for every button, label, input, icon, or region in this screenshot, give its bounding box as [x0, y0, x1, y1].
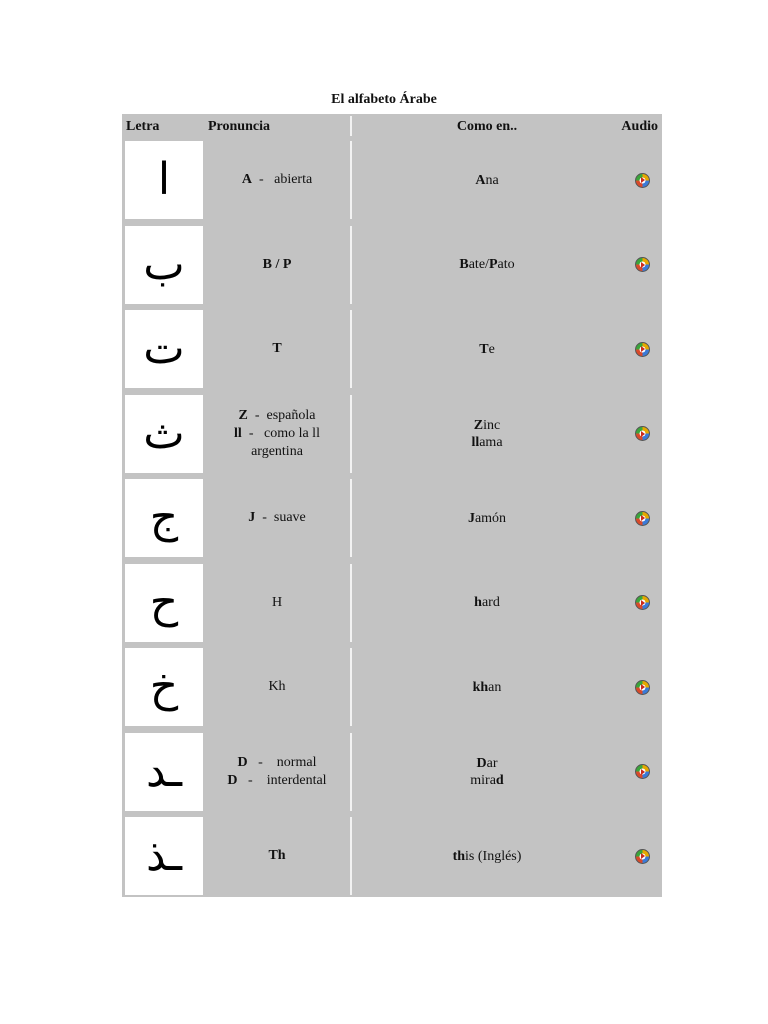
example-word-text: kh [472, 679, 489, 695]
table-row [122, 138, 662, 223]
example-word-cell [352, 307, 622, 391]
header-letra: Letra [126, 119, 160, 134]
pronunciation-text: - normal [247, 754, 317, 770]
audio-cell [622, 645, 662, 729]
example-word-text: is (Inglés) [465, 848, 522, 864]
example-word-line [474, 594, 500, 611]
audio-play-icon[interactable] [635, 680, 650, 695]
header-pronuncia: Pronuncia [208, 119, 270, 134]
pronunciation-line [227, 772, 326, 790]
table-row [122, 476, 662, 561]
arabic-letter: خ [125, 648, 203, 726]
example-word-cell [352, 138, 622, 222]
arabic-letter: ت [125, 310, 203, 388]
example-word-text: ll [471, 434, 480, 450]
pronunciation-line [234, 425, 320, 443]
audio-play-icon[interactable] [635, 173, 650, 188]
audio-play-icon[interactable] [635, 595, 650, 610]
pronunciation-text: - española [247, 407, 316, 423]
example-word-text: T [479, 341, 489, 357]
example-word-text: h [474, 595, 482, 610]
audio-play-icon[interactable] [635, 764, 650, 779]
header-audio: Audio [621, 119, 658, 134]
pronunciation-text: B / P [262, 256, 292, 272]
example-word-cell [352, 223, 622, 307]
example-word-cell [352, 561, 622, 645]
example-word-line [474, 417, 500, 434]
table-row [122, 814, 662, 899]
audio-play-icon[interactable] [635, 849, 650, 864]
pronunciation-cell [204, 645, 350, 729]
pronunciation-cell [204, 814, 350, 898]
example-word-line [470, 772, 503, 789]
audio-cell [622, 223, 662, 307]
pronunciation-cell [204, 730, 350, 814]
pronunciation-line [263, 256, 292, 274]
example-word-text: e [488, 341, 495, 357]
pronunciation-text: - abierta [251, 172, 313, 187]
pronunciation-text: T [272, 341, 282, 356]
example-word-cell [352, 645, 622, 729]
example-word-line [476, 755, 497, 772]
audio-cell [622, 814, 662, 898]
pronunciation-line [272, 594, 282, 612]
pronunciation-cell [204, 561, 350, 645]
table-body [122, 138, 662, 899]
pronunciation-line [268, 847, 285, 865]
table-row [122, 307, 662, 392]
audio-cell [622, 138, 662, 222]
example-word-text: A [475, 172, 486, 188]
example-word-text: D [476, 755, 487, 771]
pronunciation-text: J [248, 510, 256, 525]
arabic-letter: ب [125, 226, 203, 304]
example-word-text: ama [479, 434, 503, 450]
example-word-cell [352, 476, 622, 560]
pronunciation-cell [204, 307, 350, 391]
audio-cell [622, 730, 662, 814]
example-word-line [479, 341, 495, 358]
arabic-letter: ا [125, 141, 203, 219]
alphabet-table [122, 114, 662, 897]
example-word-cell [352, 392, 622, 476]
pronunciation-text: - interdental [237, 772, 327, 788]
arabic-letter: ح [125, 564, 203, 642]
page-title: El alfabeto Árabe [331, 92, 437, 107]
example-word-line [471, 434, 502, 451]
example-word-text: d [495, 772, 504, 788]
pronunciation-cell [204, 138, 350, 222]
pronunciation-line [242, 171, 312, 189]
example-word-text: ato [497, 257, 515, 272]
example-word-cell [352, 814, 622, 898]
example-word-text: ate/ [468, 257, 489, 272]
pronunciation-cell [204, 476, 350, 560]
pronunciation-text: D [237, 754, 248, 770]
arabic-letter: ـذ [125, 817, 203, 895]
example-word-line [473, 679, 502, 696]
pronunciation-text: Kh [268, 679, 286, 694]
pronunciation-line [268, 678, 285, 696]
pronunciation-text: - suave [255, 510, 306, 525]
example-word-cell [352, 730, 622, 814]
pronunciation-cell [204, 392, 350, 476]
example-word-text: na [485, 172, 499, 188]
example-word-text: J [467, 510, 475, 526]
audio-play-icon[interactable] [635, 426, 650, 441]
pronunciation-cell [204, 223, 350, 307]
pronunciation-text: argentina [251, 443, 303, 459]
pronunciation-text: ll [234, 425, 242, 441]
example-word-text: an [488, 679, 502, 695]
pronunciation-line [248, 509, 306, 527]
table-row [122, 392, 662, 477]
pronunciation-text: Z [238, 407, 248, 423]
header-como-en: Como en.. [456, 119, 518, 134]
example-word-line [459, 256, 514, 273]
example-word-line [453, 848, 522, 865]
table-header [122, 114, 662, 138]
example-word-text: ar [486, 755, 498, 771]
pronunciation-text: A [241, 172, 252, 187]
example-word-line [468, 510, 506, 527]
audio-play-icon[interactable] [635, 511, 650, 526]
pronunciation-line [251, 443, 303, 461]
pronunciation-text: D [227, 772, 238, 788]
example-word-text: Z [473, 417, 484, 433]
audio-cell [622, 392, 662, 476]
pronunciation-line [238, 754, 317, 772]
arabic-letter: ـد [125, 733, 203, 811]
audio-cell [622, 561, 662, 645]
example-word-text: B [459, 257, 469, 272]
pronunciation-text: Th [268, 848, 286, 863]
audio-cell [622, 307, 662, 391]
pronunciation-text: - como la ll [241, 425, 320, 441]
audio-play-icon[interactable] [635, 257, 650, 272]
audio-cell [622, 476, 662, 560]
example-word-text: th [452, 848, 466, 864]
table-row [122, 730, 662, 815]
pronunciation-line [239, 407, 316, 425]
arabic-letter: ج [125, 479, 203, 557]
audio-play-icon[interactable] [635, 342, 650, 357]
table-row [122, 645, 662, 730]
table-row [122, 223, 662, 308]
example-word-text: ard [481, 595, 500, 610]
pronunciation-line [272, 340, 281, 358]
arabic-letter: ث [125, 395, 203, 473]
example-word-text: inc [483, 417, 501, 433]
example-word-line [475, 172, 498, 189]
example-word-text: amón [474, 510, 507, 526]
table-row [122, 561, 662, 646]
example-word-text: mira [470, 772, 496, 788]
example-word-text: P [488, 257, 498, 272]
pronunciation-text: H [271, 594, 283, 610]
